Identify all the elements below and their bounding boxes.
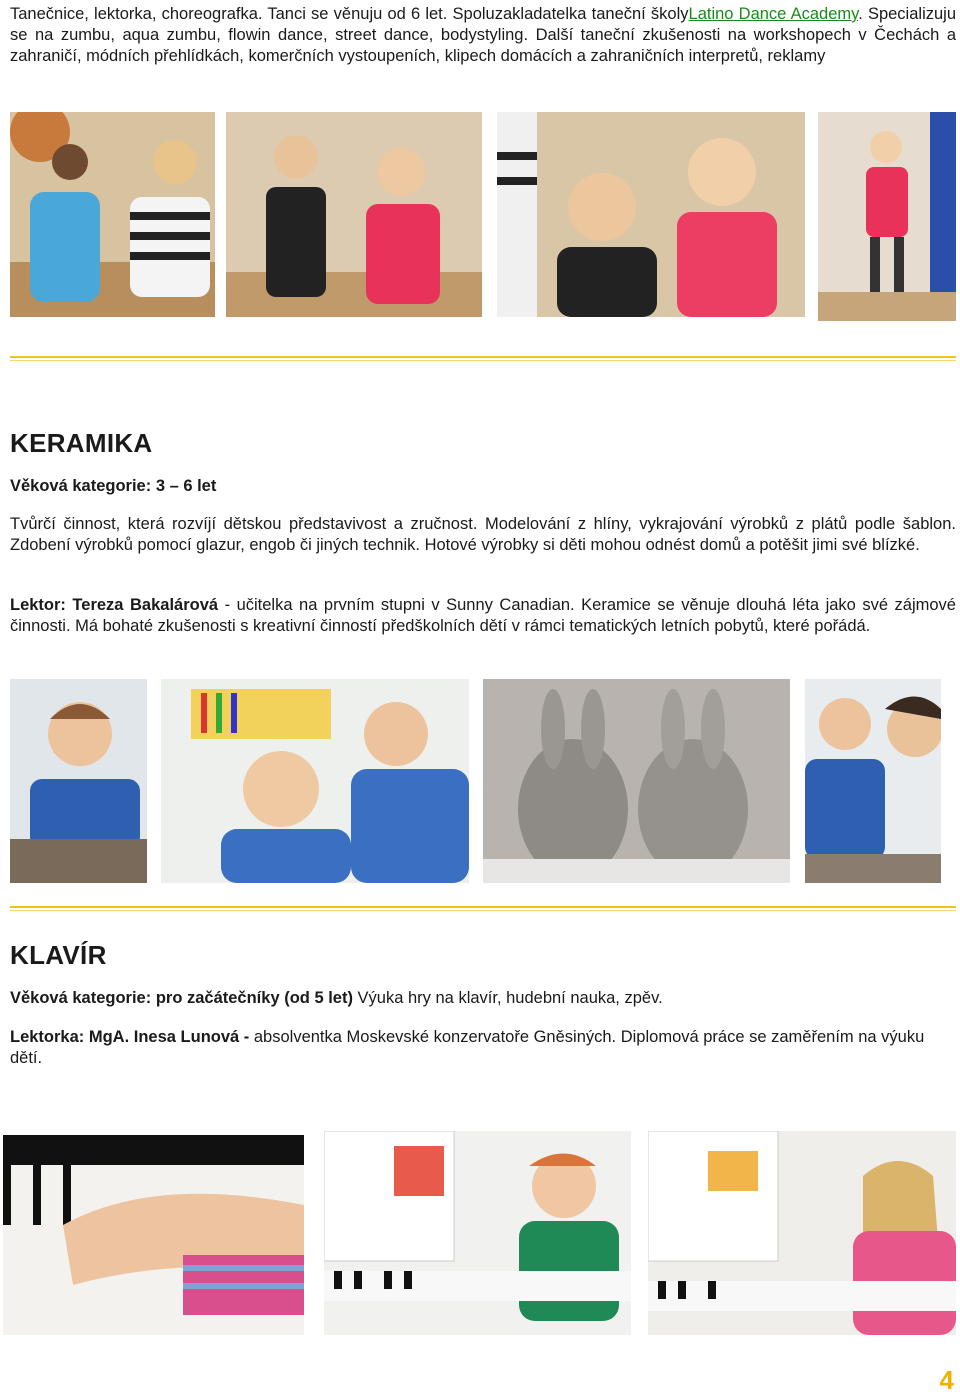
divider-1 — [10, 356, 956, 362]
latino-dance-academy-link[interactable]: Latino Dance Academy — [688, 5, 859, 23]
dance-photo-4 — [818, 112, 956, 321]
dance-bio-text-2: . Specializuju se na zumbu, aqua zumbu, flowin dance, street dance, bodystyling. Další taneční zkušenosti na workshopech v Čechách a zahraničí, módních přehlídkách, komerčních vystoupeních, klipech domácích a zahraničních interpretů, reklamy — [10, 5, 956, 65]
klavir-lector-name: Lektorka: MgA. Inesa Lunová - — [10, 1028, 250, 1046]
klavir-age-label: Věková kategorie: pro začátečníky (od 5 let) — [10, 989, 353, 1007]
ceramics-photo-2 — [161, 679, 469, 883]
klavir-lector — [10, 1027, 956, 1069]
dance-bio-text-1: Tanečnice, lektorka, choreografka. Tanci se věnuju od 6 let. Spoluzakladatelka taneční školy — [10, 5, 689, 23]
klavir-age-text: Výuka hry na klavír, hudební nauka, zpěv. — [352, 989, 663, 1007]
keramika-lector-text: - učitelka na prvním stupni v Sunny Canadian. Keramice se věnuje dlouhá léta jako své zájmové činnosti. Má bohaté zkušenosti s kreativní činností předškolních dětí v rámci tematických letních pobytů, které pořádá. — [10, 596, 956, 635]
keramika-heading: KERAMIKA — [10, 428, 153, 458]
dance-photo-2 — [226, 112, 482, 317]
piano-photo-3 — [648, 1131, 956, 1335]
dance-photo-1 — [10, 112, 215, 317]
keramika-lector-name: Lektor: Tereza Bakalárová — [10, 596, 219, 614]
ceramics-photo-4 — [805, 679, 941, 883]
ceramics-photo-1 — [10, 679, 147, 883]
klavir-heading: KLAVÍR — [10, 940, 107, 970]
piano-photo-2 — [324, 1131, 631, 1335]
piano-photo-1 — [3, 1135, 304, 1335]
keramika-age-category: Věková kategorie: 3 – 6 let — [10, 477, 217, 495]
dance-bio-paragraph — [10, 4, 956, 67]
keramika-description: Tvůrčí činnost, která rozvíjí dětskou představivost a zručnost. Modelování z hlíny, vykrajování výrobků z plátů podle šablon. Zdobení výrobků pomocí glazur, engob či jiných technik. Hotové výrobky si děti mohou odnést domů a potěšit jimi své blízké. — [10, 515, 956, 554]
klavir-age-category — [10, 988, 956, 1009]
divider-2 — [10, 906, 956, 912]
klavir-lector-text: absolventka Moskevské konzervatoře Gněsiných. Diplomová práce se zaměřením na výuku dětí. — [10, 1028, 925, 1067]
keramika-lector — [10, 595, 956, 637]
dance-photo-3 — [497, 112, 805, 317]
page-number: 4 — [939, 1365, 954, 1395]
ceramics-photo-3 — [483, 679, 790, 883]
